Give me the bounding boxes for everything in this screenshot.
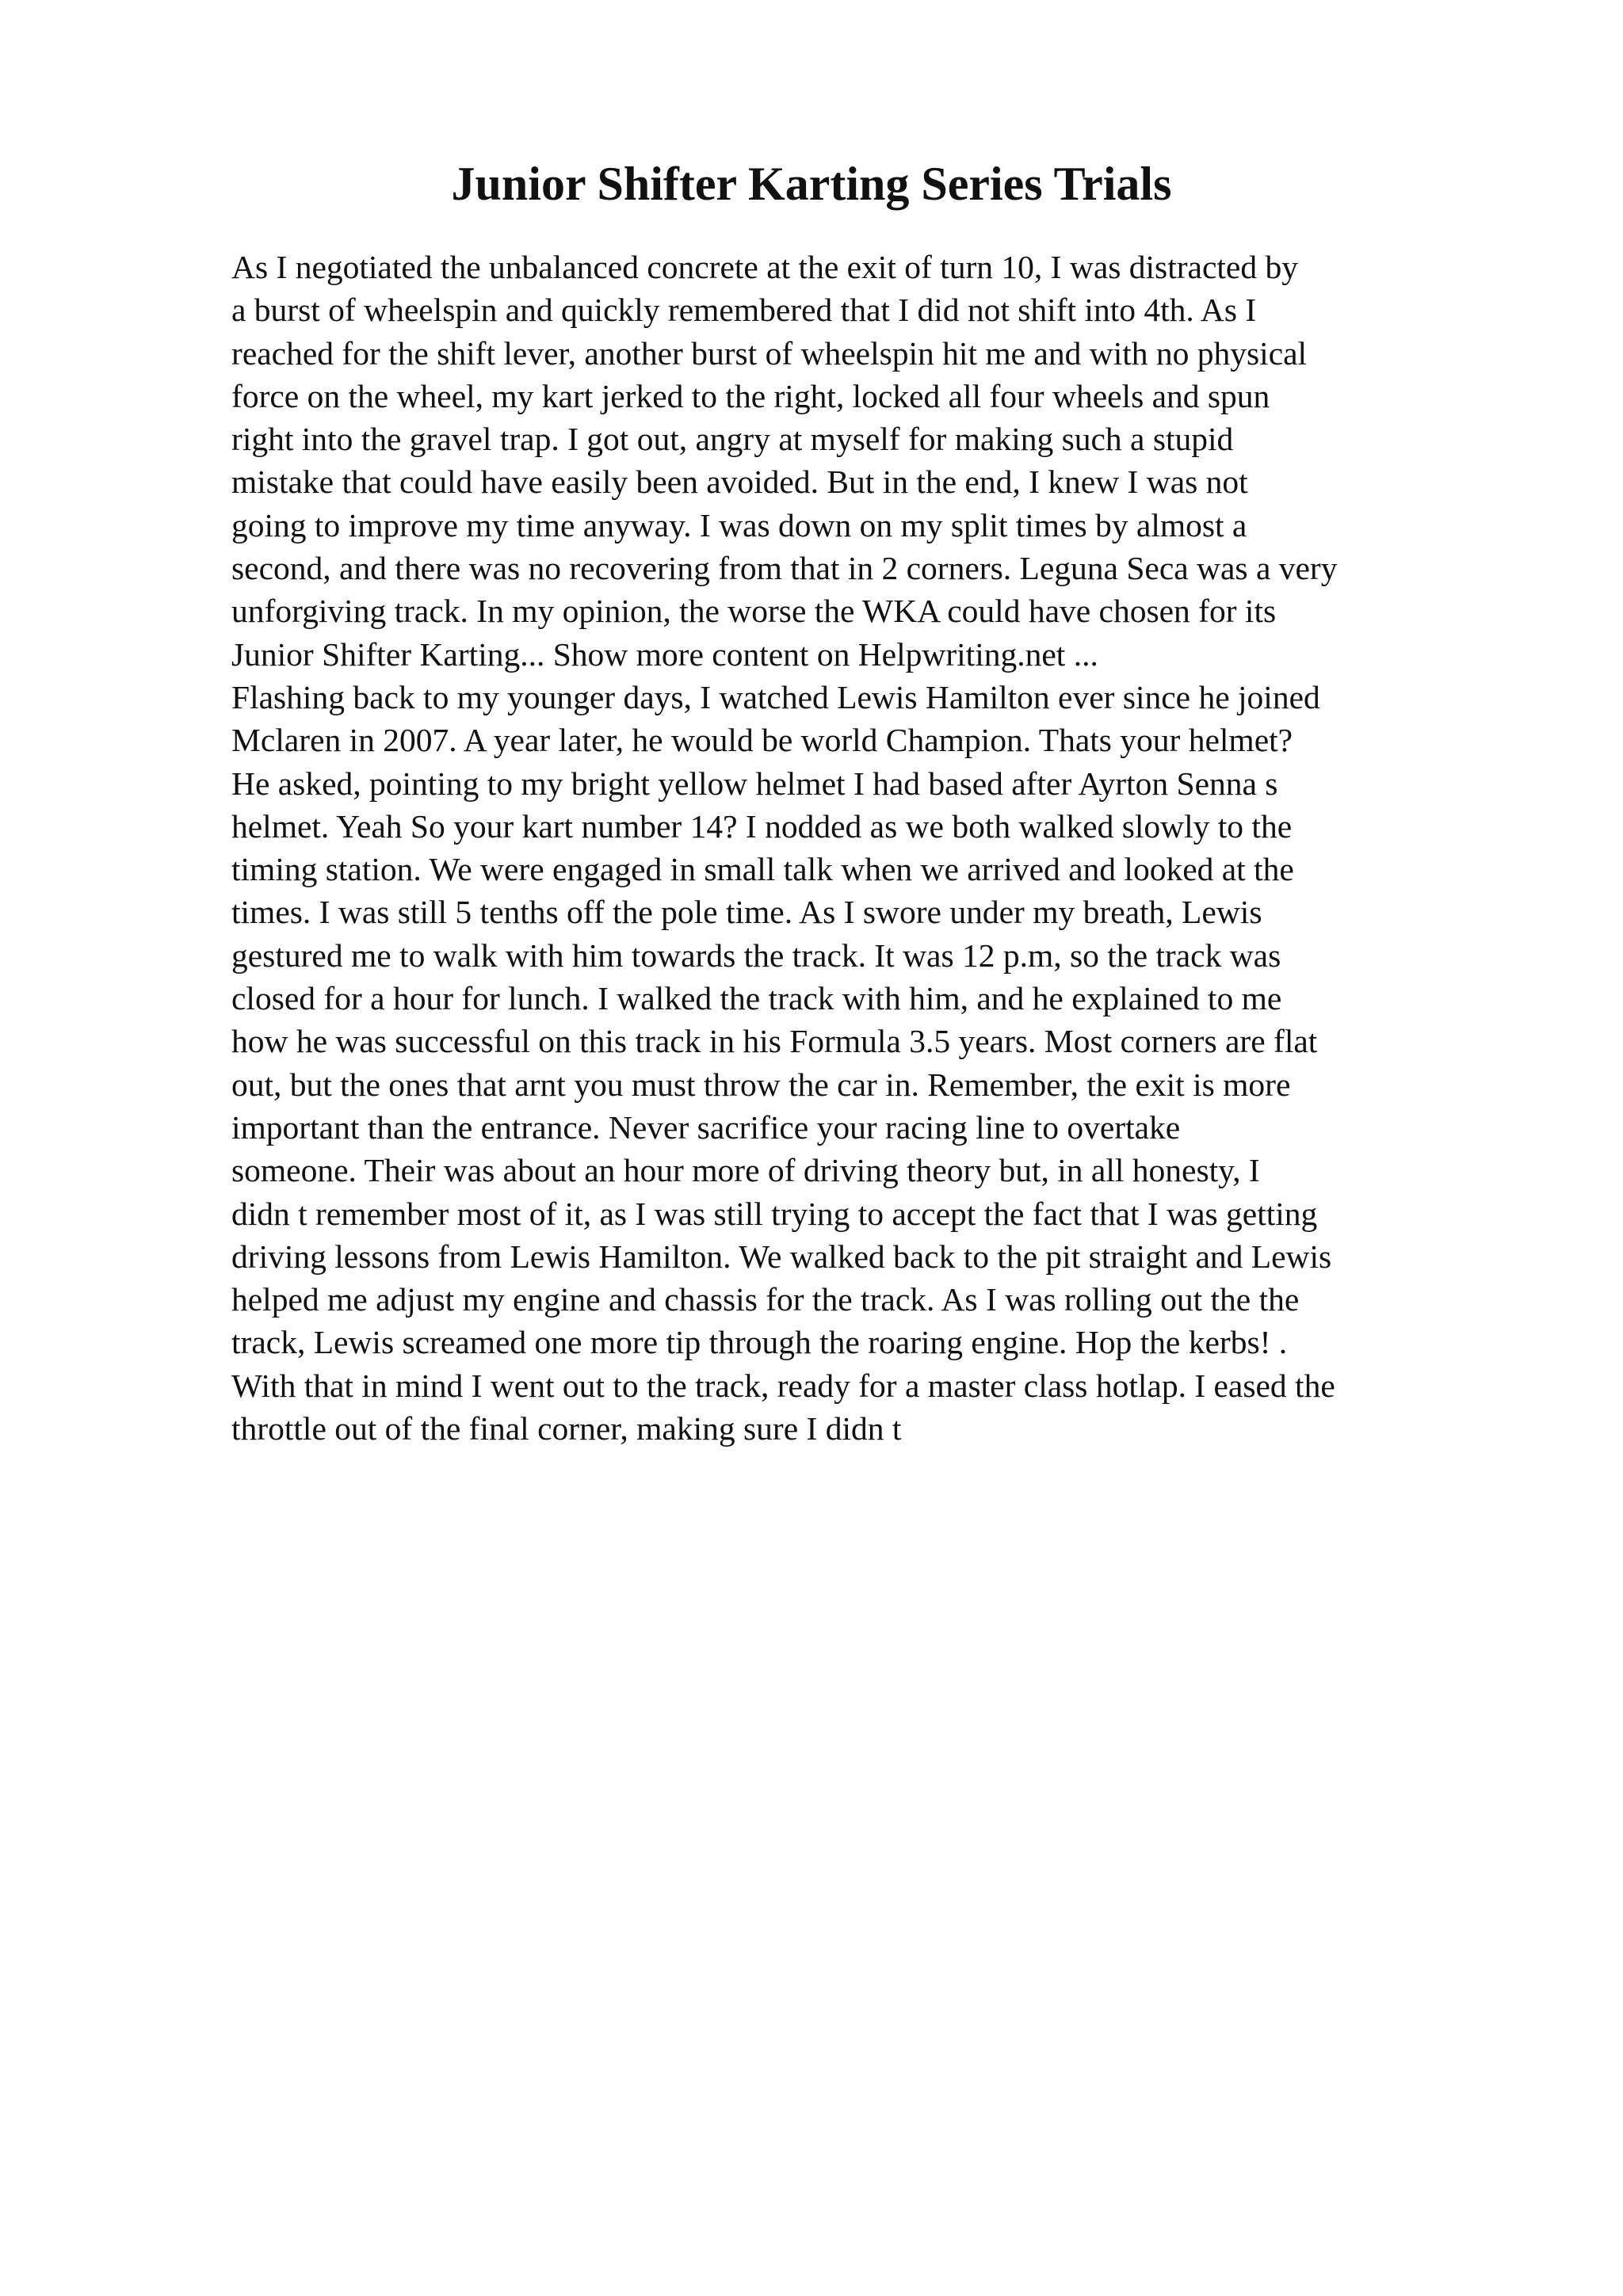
document-title: Junior Shifter Karting Series Trials <box>451 158 1172 210</box>
text-line: track, Lewis screamed one more tip through the roaring engine. Hop the kerbs! . <box>231 1324 1288 1361</box>
text-line: As I negotiated the unbalanced concrete at the exit of turn 10, I was distracted by <box>231 249 1298 285</box>
text-line: helmet. Yeah So your kart number 14? I nodded as we both walked slowly to the <box>231 807 1293 845</box>
text-line: second, and there was no recovering from that in 2 corners. Leguna Seca was a very <box>231 550 1338 587</box>
text-line: times. I was still 5 tenths off the pole time. As I swore under my breath, Lewis <box>231 894 1262 931</box>
text-line: going to improve my time anyway. I was down on my split times by almost a <box>231 506 1247 543</box>
text-line: Junior Shifter Karting... Show more content on Helpwriting.net ... <box>231 635 1098 673</box>
text-line: out, but the ones that arnt you must throw the car in. Remember, the exit is more <box>231 1066 1291 1103</box>
text-line: closed for a hour for lunch. I walked the track with him, and he explained to me <box>231 980 1282 1017</box>
text-line: right into the gravel trap. I got out, angry at myself for making such a stupid <box>231 421 1234 458</box>
text-line: unforgiving track. In my opinion, the worse the WKA could have chosen for its <box>231 593 1277 630</box>
text-line: timing station. We were engaged in small talk when we arrived and looked at the <box>231 851 1294 888</box>
text-line: gestured me to walk with him towards the track. It was 12 p.m, so the track was <box>231 936 1281 974</box>
text-line: helped me adjust my engine and chassis for the track. As I was rolling out the the <box>231 1281 1300 1318</box>
body-text <box>231 246 1499 1450</box>
text-line: force on the wheel, my kart jerked to the right, locked all four wheels and spun <box>231 377 1270 414</box>
text-line: didn t remember most of it, as I was still trying to accept the fact that I was getting <box>231 1195 1318 1232</box>
text-line: Mclaren in 2007. A year later, he would be world Champion. Thats your helmet? <box>231 722 1293 759</box>
text-line: Flashing back to my younger days, I watched Lewis Hamilton ever since he joined <box>231 678 1320 715</box>
text-line: throttle out of the final corner, making sure I didn t <box>231 1410 902 1447</box>
text-line: how he was successful on this track in his Formula 3.5 years. Most corners are flat <box>231 1023 1318 1060</box>
text-line: mistake that could have easily been avoided. But in the end, I knew I was not <box>231 463 1248 501</box>
text-line: He asked, pointing to my bright yellow helmet I had based after Ayrton Senna s <box>231 765 1278 802</box>
text-line: a burst of wheelspin and quickly remembered that I did not shift into 4th. As I <box>231 292 1257 329</box>
text-line: important than the entrance. Never sacrifice your racing line to overtake <box>231 1108 1181 1146</box>
text-line: driving lessons from Lewis Hamilton. We walked back to the pit straight and Lewis <box>231 1238 1332 1275</box>
text-line: someone. Their was about an hour more of driving theory but, in all honesty, I <box>231 1152 1260 1189</box>
text-line: reached for the shift lever, another burst of wheelspin hit me and with no physical <box>231 334 1308 372</box>
text-line: With that in mind I went out to the track, ready for a master class hotlap. I eased the <box>231 1367 1335 1404</box>
